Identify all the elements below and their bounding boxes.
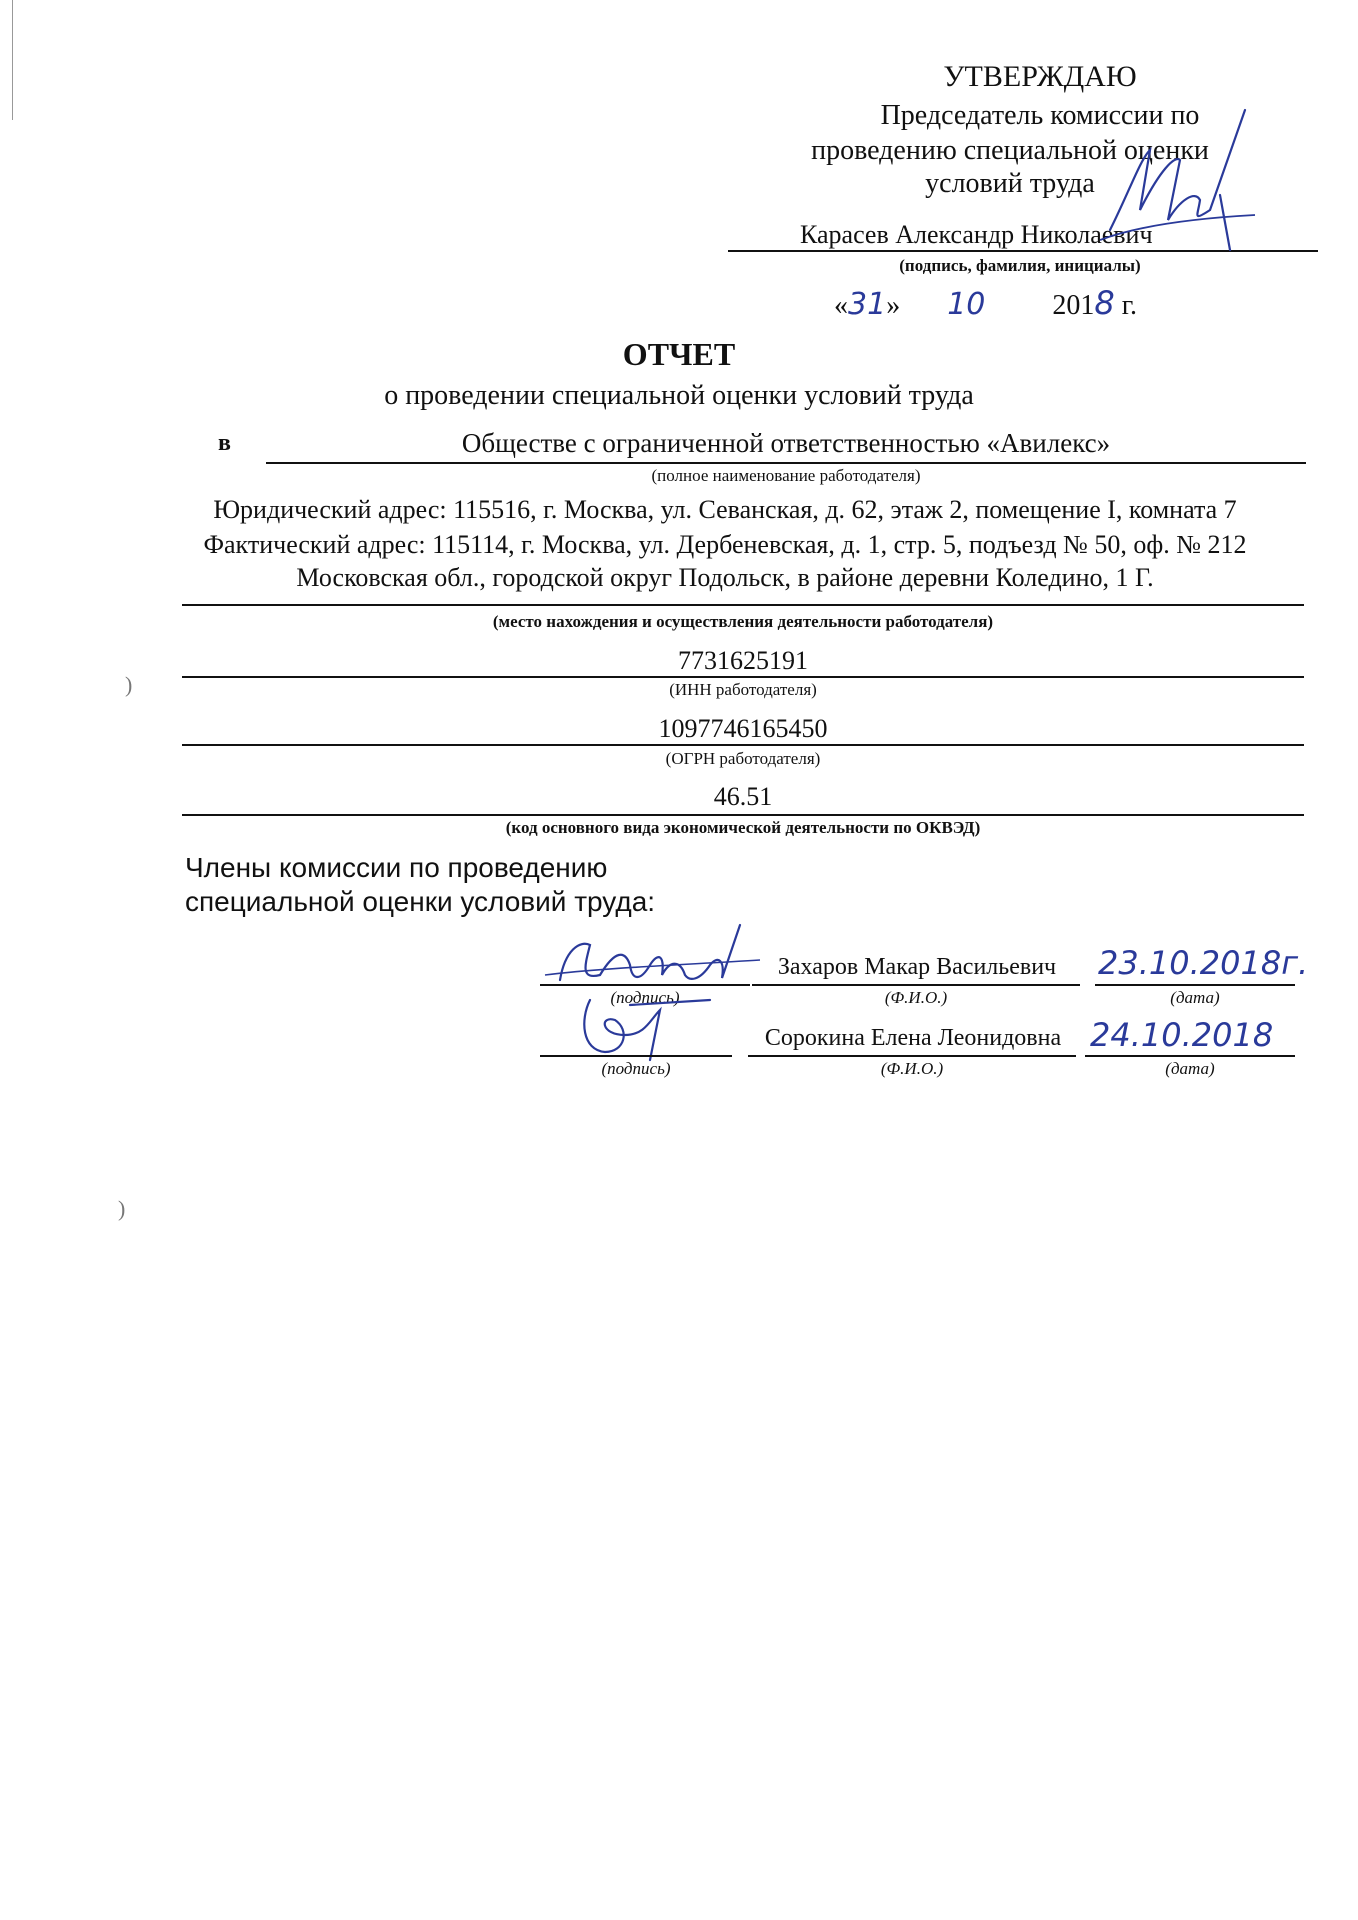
date-year-unit: г. [1121, 290, 1138, 321]
employer-caption: (полное наименование работодателя) [651, 466, 921, 485]
member-2-name: Сорокина Елена Леонидовна [764, 1025, 1062, 1051]
inn-caption: (ИНН работодателя) [669, 680, 817, 699]
approval-role-line1: Председатель комиссии по [880, 100, 1200, 131]
member-2-sign-caption: (подпись) [601, 1059, 671, 1078]
date-year [1052, 284, 1138, 322]
scan-mark: ) [125, 672, 133, 697]
date-open-quote: « [834, 290, 848, 321]
ogrn-line [182, 744, 1304, 746]
member-1-date-caption: (дата) [1170, 988, 1220, 1007]
employer-name: Обществе с ограниченной ответственностью «Авилекс» [461, 428, 1111, 458]
okved-value: 46.51 [713, 782, 773, 811]
member-2-name-caption: (Ф.И.О.) [880, 1059, 944, 1078]
chairman-signature [1080, 100, 1260, 260]
member-2-signature [570, 990, 720, 1070]
member-1-sign-caption: (подпись) [610, 988, 680, 1007]
scan-mark: ) [118, 1196, 126, 1221]
address-legal: Юридический адрес: 115516, г. Москва, ул. Севанская, д. 62, этаж 2, помещение I, комната 7 [213, 495, 1237, 524]
member-1-date: 23.10.2018г. [1098, 944, 1309, 982]
ogrn-caption: (ОГРН работодателя) [665, 749, 821, 768]
date-year-prefix: 201 [1052, 290, 1095, 321]
scan-edge-line [12, 0, 13, 120]
address-extra: Московская обл., городской округ Подольск, в районе деревни Коледино, 1 Г. [296, 563, 1154, 592]
address-caption: (место нахождения и осуществления деятельности работодателя) [492, 612, 994, 631]
report-subtitle: о проведении специальной оценки условий труда [384, 380, 974, 411]
employer-line [266, 462, 1306, 464]
approval-heading: УТВЕРЖДАЮ [943, 60, 1137, 93]
approval-name: Карасев Александр Николаевич [800, 220, 1153, 249]
member-2-date-caption: (дата) [1165, 1059, 1215, 1078]
address-actual: Фактический адрес: 115114, г. Москва, ул. Дербеневская, д. 1, стр. 5, подъезд № 50, оф. № 212 [203, 530, 1247, 559]
inn-value: 7731625191 [678, 646, 808, 675]
report-title: ОТЧЕТ [622, 336, 736, 372]
approval-role-line2: проведению специальной оценки [811, 135, 1209, 166]
date-year-suffix: 8 [1094, 284, 1115, 322]
member-1-name: Захаров Макар Васильевич [777, 954, 1057, 980]
okved-caption: (код основного вида экономической деятельности по ОКВЭД) [505, 818, 981, 837]
date-day: 31 [848, 287, 887, 322]
member-1-name-line [752, 984, 1080, 986]
approval-role-line3: условий труда [925, 168, 1095, 199]
member-2-date: 24.10.2018 [1090, 1016, 1274, 1054]
member-2-date-line [1085, 1055, 1295, 1057]
member-1-sign-line [540, 984, 750, 986]
approval-date [834, 284, 1137, 322]
member-2-name-line [748, 1055, 1076, 1057]
date-month: 10 [947, 287, 986, 322]
okved-line [182, 814, 1304, 816]
date-close-quote: » [886, 290, 901, 321]
approval-name-caption: (подпись, фамилия, инициалы) [899, 256, 1141, 275]
member-1-date-line [1095, 984, 1295, 986]
member-2-sign-line [540, 1055, 732, 1057]
in-prefix: в [218, 430, 231, 456]
member-1-name-caption: (Ф.И.О.) [884, 988, 948, 1007]
ogrn-value: 1097746165450 [658, 714, 828, 743]
address-line [182, 604, 1304, 606]
commission-heading-line1: Члены комиссии по проведению [185, 852, 608, 883]
commission-heading-line2: специальной оценки условий труда: [185, 886, 656, 917]
inn-line [182, 676, 1304, 678]
